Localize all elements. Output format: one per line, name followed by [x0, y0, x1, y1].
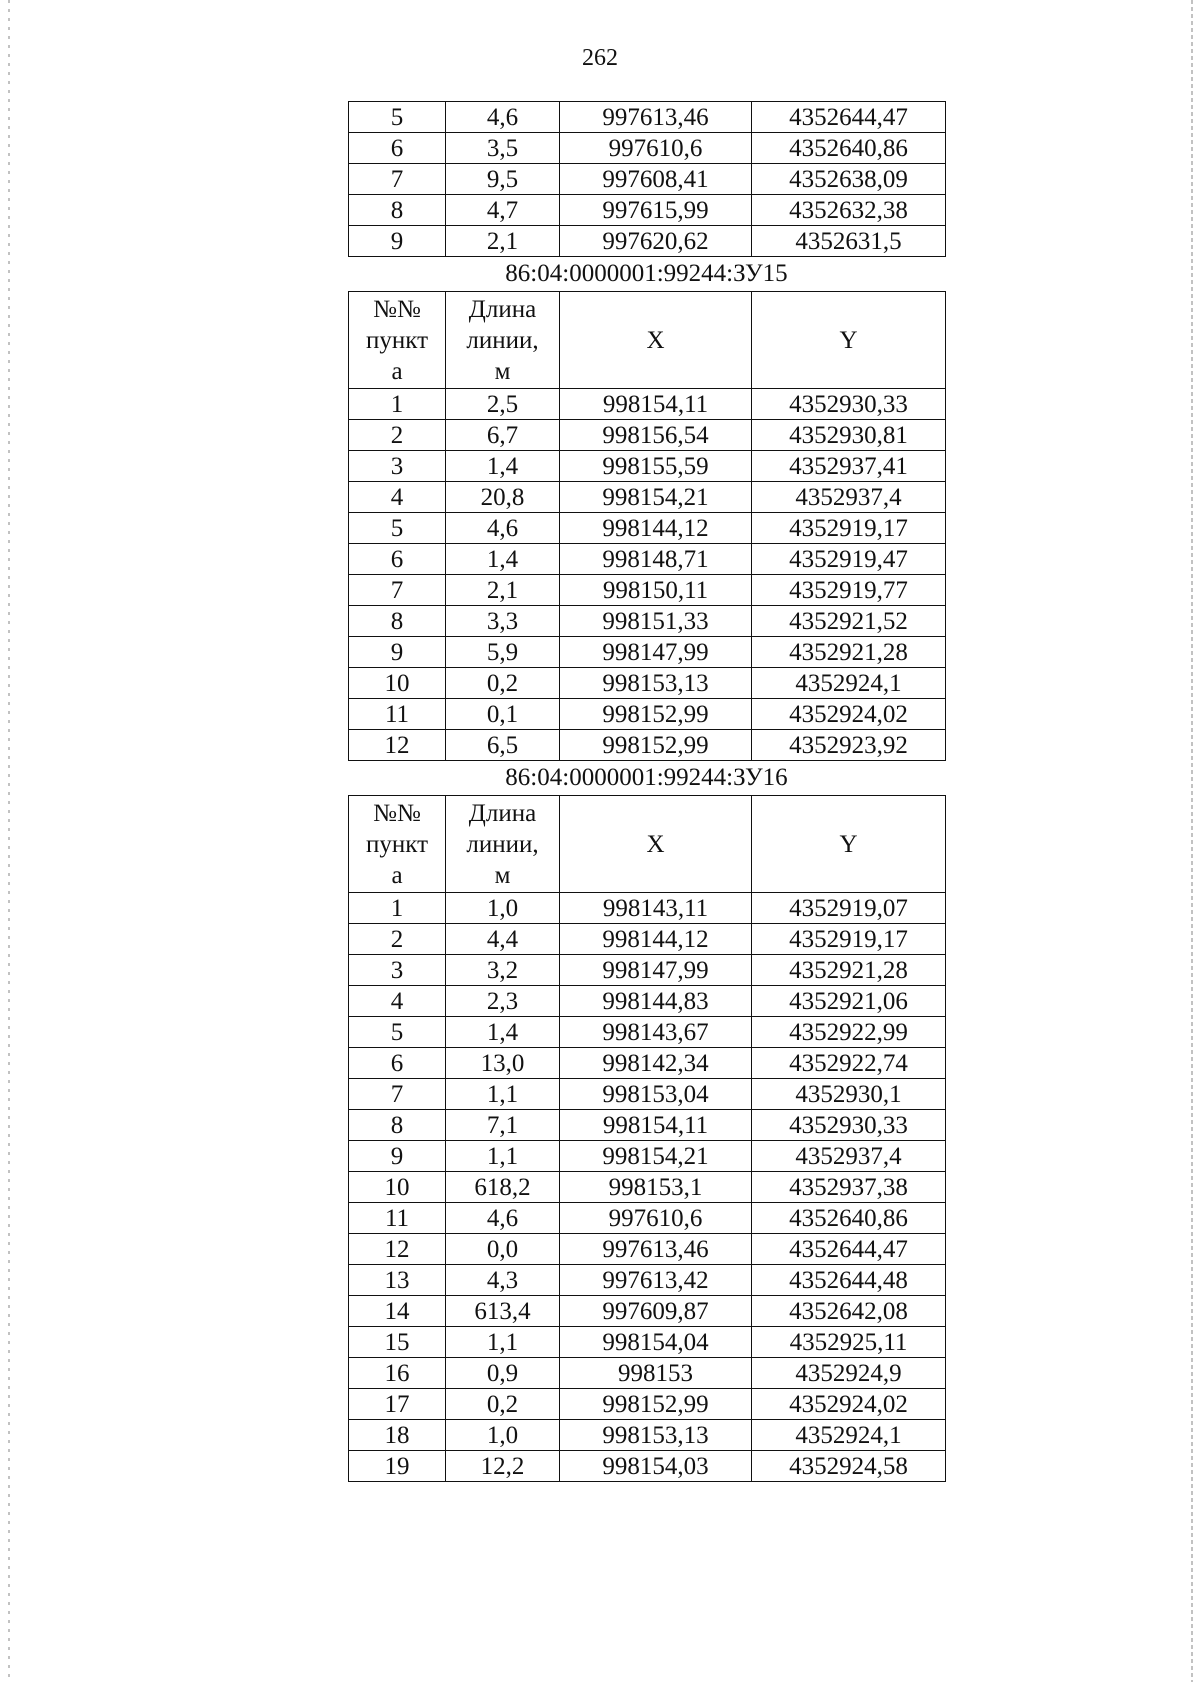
header-cell-col2 — [446, 292, 560, 389]
point-number-cell: 4 — [349, 482, 446, 513]
table-header-row — [349, 292, 946, 389]
header-cell-col4: Y — [752, 292, 946, 389]
line-length-cell: 1,4 — [446, 544, 560, 575]
y-coordinate-cell: 4352640,86 — [752, 1203, 946, 1234]
x-coordinate-cell: 998148,71 — [560, 544, 752, 575]
y-coordinate-cell: 4352922,74 — [752, 1048, 946, 1079]
table-row — [349, 102, 946, 133]
x-coordinate-cell: 998154,04 — [560, 1327, 752, 1358]
line-length-cell: 0,2 — [446, 668, 560, 699]
x-coordinate-cell: 998154,21 — [560, 482, 752, 513]
line-length-cell: 613,4 — [446, 1296, 560, 1327]
line-length-cell: 2,5 — [446, 389, 560, 420]
x-coordinate-cell: 998153,13 — [560, 668, 752, 699]
header-line: а — [391, 357, 403, 385]
header-line: пункт — [366, 830, 428, 858]
point-number-cell: 9 — [349, 637, 446, 668]
line-length-cell: 0,1 — [446, 699, 560, 730]
point-number-cell: 13 — [349, 1265, 446, 1296]
point-number-cell: 12 — [349, 730, 446, 761]
point-number-cell: 5 — [349, 513, 446, 544]
y-coordinate-cell: 4352930,81 — [752, 420, 946, 451]
line-length-cell: 4,6 — [446, 102, 560, 133]
y-coordinate-cell: 4352640,86 — [752, 133, 946, 164]
x-coordinate-cell: 998153,13 — [560, 1420, 752, 1451]
table-row — [349, 986, 946, 1017]
line-length-cell: 3,3 — [446, 606, 560, 637]
y-coordinate-cell: 4352924,9 — [752, 1358, 946, 1389]
line-length-cell: 1,0 — [446, 1420, 560, 1451]
y-coordinate-cell: 4352631,5 — [752, 226, 946, 257]
x-coordinate-cell: 998142,34 — [560, 1048, 752, 1079]
point-number-cell: 5 — [349, 1017, 446, 1048]
point-number-cell: 1 — [349, 389, 446, 420]
x-coordinate-cell: 998144,83 — [560, 986, 752, 1017]
point-number-cell: 8 — [349, 195, 446, 226]
line-length-cell: 1,4 — [446, 451, 560, 482]
table-row — [349, 1327, 946, 1358]
parcel-caption: 86:04:0000001:99244:ЗУ16 — [505, 764, 788, 791]
line-length-cell: 0,2 — [446, 1389, 560, 1420]
line-length-cell: 9,5 — [446, 164, 560, 195]
line-length-cell: 12,2 — [446, 1451, 560, 1482]
header-cell-col4: Y — [752, 796, 946, 893]
header-line: №№ — [373, 295, 421, 323]
x-coordinate-cell: 998153 — [560, 1358, 752, 1389]
y-coordinate-cell: 4352924,58 — [752, 1451, 946, 1482]
y-coordinate-cell: 4352922,99 — [752, 1017, 946, 1048]
y-coordinate-cell: 4352638,09 — [752, 164, 946, 195]
point-number-cell: 19 — [349, 1451, 446, 1482]
scan-edge-left — [8, 0, 10, 1682]
table-row — [349, 893, 946, 924]
y-coordinate-cell: 4352924,02 — [752, 699, 946, 730]
table-row — [349, 1172, 946, 1203]
table-row — [349, 1296, 946, 1327]
table-row — [349, 730, 946, 761]
table-row — [349, 1141, 946, 1172]
point-number-cell: 2 — [349, 924, 446, 955]
header-line: Длина — [468, 799, 537, 827]
y-coordinate-cell: 4352921,06 — [752, 986, 946, 1017]
header-line: Длина — [468, 295, 537, 323]
line-length-cell: 618,2 — [446, 1172, 560, 1203]
line-length-cell: 0,0 — [446, 1234, 560, 1265]
y-coordinate-cell: 4352921,28 — [752, 637, 946, 668]
y-coordinate-cell: 4352924,1 — [752, 1420, 946, 1451]
table-row — [349, 420, 946, 451]
header-cell-col1 — [349, 292, 446, 389]
y-coordinate-cell: 4352930,33 — [752, 389, 946, 420]
y-coordinate-cell: 4352644,47 — [752, 1234, 946, 1265]
table-row — [349, 1265, 946, 1296]
y-coordinate-cell: 4352930,1 — [752, 1079, 946, 1110]
header-line: линии, — [466, 830, 539, 858]
y-coordinate-cell: 4352924,1 — [752, 668, 946, 699]
point-number-cell: 12 — [349, 1234, 446, 1265]
y-coordinate-cell: 4352937,4 — [752, 1141, 946, 1172]
header-cell-col1 — [349, 796, 446, 893]
point-number-cell: 15 — [349, 1327, 446, 1358]
point-number-cell: 6 — [349, 1048, 446, 1079]
line-length-cell: 20,8 — [446, 482, 560, 513]
header-line: линии, — [466, 326, 539, 354]
point-number-cell: 16 — [349, 1358, 446, 1389]
table-row — [349, 513, 946, 544]
x-coordinate-cell: 997613,46 — [560, 102, 752, 133]
line-length-cell: 6,7 — [446, 420, 560, 451]
x-coordinate-cell: 997613,46 — [560, 1234, 752, 1265]
point-number-cell: 17 — [349, 1389, 446, 1420]
point-number-cell: 3 — [349, 955, 446, 986]
table-row — [349, 1234, 946, 1265]
y-coordinate-cell: 4352642,08 — [752, 1296, 946, 1327]
line-length-cell: 1,1 — [446, 1327, 560, 1358]
header-cell-col2 — [446, 796, 560, 893]
point-number-cell: 8 — [349, 1110, 446, 1141]
line-length-cell: 4,4 — [446, 924, 560, 955]
y-coordinate-cell: 4352924,02 — [752, 1389, 946, 1420]
x-coordinate-cell: 998144,12 — [560, 513, 752, 544]
line-length-cell: 4,6 — [446, 1203, 560, 1234]
table-row — [349, 1389, 946, 1420]
table-row — [349, 699, 946, 730]
point-number-cell: 18 — [349, 1420, 446, 1451]
x-coordinate-cell: 998154,11 — [560, 1110, 752, 1141]
point-number-cell: 3 — [349, 451, 446, 482]
table-row — [349, 575, 946, 606]
header-line: м — [494, 861, 511, 889]
page-number: 262 — [582, 45, 618, 71]
table-row — [349, 482, 946, 513]
table-row — [349, 668, 946, 699]
y-coordinate-cell: 4352632,38 — [752, 195, 946, 226]
point-number-cell: 9 — [349, 1141, 446, 1172]
header-line: м — [494, 357, 511, 385]
x-coordinate-cell: 998154,03 — [560, 1451, 752, 1482]
point-number-cell: 1 — [349, 893, 446, 924]
parcel-caption: 86:04:0000001:99244:ЗУ15 — [505, 260, 788, 287]
y-coordinate-cell: 4352919,17 — [752, 924, 946, 955]
x-coordinate-cell: 998153,04 — [560, 1079, 752, 1110]
point-number-cell: 5 — [349, 102, 446, 133]
line-length-cell: 4,6 — [446, 513, 560, 544]
y-coordinate-cell: 4352930,33 — [752, 1110, 946, 1141]
coordinate-tables — [348, 101, 945, 1482]
coordinates-table — [348, 291, 946, 761]
x-coordinate-cell: 997610,6 — [560, 1203, 752, 1234]
line-length-cell: 3,2 — [446, 955, 560, 986]
header-cell-col3: X — [560, 292, 752, 389]
x-coordinate-cell: 998151,33 — [560, 606, 752, 637]
point-number-cell: 11 — [349, 1203, 446, 1234]
line-length-cell: 3,5 — [446, 133, 560, 164]
x-coordinate-cell: 998147,99 — [560, 955, 752, 986]
x-coordinate-cell: 998152,99 — [560, 1389, 752, 1420]
header-cell-col3: X — [560, 796, 752, 893]
x-coordinate-cell: 997608,41 — [560, 164, 752, 195]
table-row — [349, 164, 946, 195]
header-line: пункт — [366, 326, 428, 354]
table-row — [349, 195, 946, 226]
point-number-cell: 2 — [349, 420, 446, 451]
y-coordinate-cell: 4352919,47 — [752, 544, 946, 575]
coordinates-table — [348, 795, 946, 1482]
x-coordinate-cell: 998143,67 — [560, 1017, 752, 1048]
point-number-cell: 6 — [349, 133, 446, 164]
y-coordinate-cell: 4352919,07 — [752, 893, 946, 924]
table-row — [349, 606, 946, 637]
point-number-cell: 8 — [349, 606, 446, 637]
header-line: а — [391, 861, 403, 889]
line-length-cell: 1,1 — [446, 1079, 560, 1110]
y-coordinate-cell: 4352937,4 — [752, 482, 946, 513]
y-coordinate-cell: 4352921,28 — [752, 955, 946, 986]
x-coordinate-cell: 998143,11 — [560, 893, 752, 924]
x-coordinate-cell: 998147,99 — [560, 637, 752, 668]
y-coordinate-cell: 4352937,41 — [752, 451, 946, 482]
point-number-cell: 11 — [349, 699, 446, 730]
table-row — [349, 226, 946, 257]
table-row — [349, 133, 946, 164]
table-row — [349, 1110, 946, 1141]
table-row — [349, 637, 946, 668]
table-row — [349, 1358, 946, 1389]
line-length-cell: 5,9 — [446, 637, 560, 668]
x-coordinate-cell: 998150,11 — [560, 575, 752, 606]
point-number-cell: 7 — [349, 575, 446, 606]
table-row — [349, 1451, 946, 1482]
x-coordinate-cell: 997609,87 — [560, 1296, 752, 1327]
point-number-cell: 4 — [349, 986, 446, 1017]
point-number-cell: 7 — [349, 164, 446, 195]
table-row — [349, 1048, 946, 1079]
header-line: №№ — [373, 799, 421, 827]
y-coordinate-cell: 4352919,77 — [752, 575, 946, 606]
table-row — [349, 955, 946, 986]
line-length-cell: 0,9 — [446, 1358, 560, 1389]
table-row — [349, 451, 946, 482]
line-length-cell: 1,1 — [446, 1141, 560, 1172]
y-coordinate-cell: 4352644,47 — [752, 102, 946, 133]
y-coordinate-cell: 4352921,52 — [752, 606, 946, 637]
line-length-cell: 1,0 — [446, 893, 560, 924]
x-coordinate-cell: 998155,59 — [560, 451, 752, 482]
x-coordinate-cell: 998152,99 — [560, 699, 752, 730]
line-length-cell: 6,5 — [446, 730, 560, 761]
x-coordinate-cell: 998152,99 — [560, 730, 752, 761]
table-row — [349, 389, 946, 420]
point-number-cell: 10 — [349, 1172, 446, 1203]
table-row — [349, 1079, 946, 1110]
line-length-cell: 13,0 — [446, 1048, 560, 1079]
x-coordinate-cell: 997610,6 — [560, 133, 752, 164]
line-length-cell: 1,4 — [446, 1017, 560, 1048]
scan-edge-right — [1191, 0, 1193, 1682]
line-length-cell: 7,1 — [446, 1110, 560, 1141]
x-coordinate-cell: 997613,42 — [560, 1265, 752, 1296]
line-length-cell: 2,1 — [446, 575, 560, 606]
table-row — [349, 924, 946, 955]
table-row — [349, 1017, 946, 1048]
table-header-row — [349, 796, 946, 893]
y-coordinate-cell: 4352644,48 — [752, 1265, 946, 1296]
point-number-cell: 6 — [349, 544, 446, 575]
point-number-cell: 9 — [349, 226, 446, 257]
x-coordinate-cell: 997615,99 — [560, 195, 752, 226]
point-number-cell: 14 — [349, 1296, 446, 1327]
line-length-cell: 4,3 — [446, 1265, 560, 1296]
x-coordinate-cell: 998144,12 — [560, 924, 752, 955]
line-length-cell: 2,3 — [446, 986, 560, 1017]
y-coordinate-cell: 4352937,38 — [752, 1172, 946, 1203]
x-coordinate-cell: 998156,54 — [560, 420, 752, 451]
x-coordinate-cell: 997620,62 — [560, 226, 752, 257]
point-number-cell: 10 — [349, 668, 446, 699]
x-coordinate-cell: 998154,11 — [560, 389, 752, 420]
table-row — [349, 1420, 946, 1451]
x-coordinate-cell: 998153,1 — [560, 1172, 752, 1203]
line-length-cell: 4,7 — [446, 195, 560, 226]
table-row — [349, 1203, 946, 1234]
point-number-cell: 7 — [349, 1079, 446, 1110]
table-row — [349, 544, 946, 575]
coordinates-table — [348, 101, 946, 257]
x-coordinate-cell: 998154,21 — [560, 1141, 752, 1172]
y-coordinate-cell: 4352919,17 — [752, 513, 946, 544]
y-coordinate-cell: 4352923,92 — [752, 730, 946, 761]
line-length-cell: 2,1 — [446, 226, 560, 257]
y-coordinate-cell: 4352925,11 — [752, 1327, 946, 1358]
